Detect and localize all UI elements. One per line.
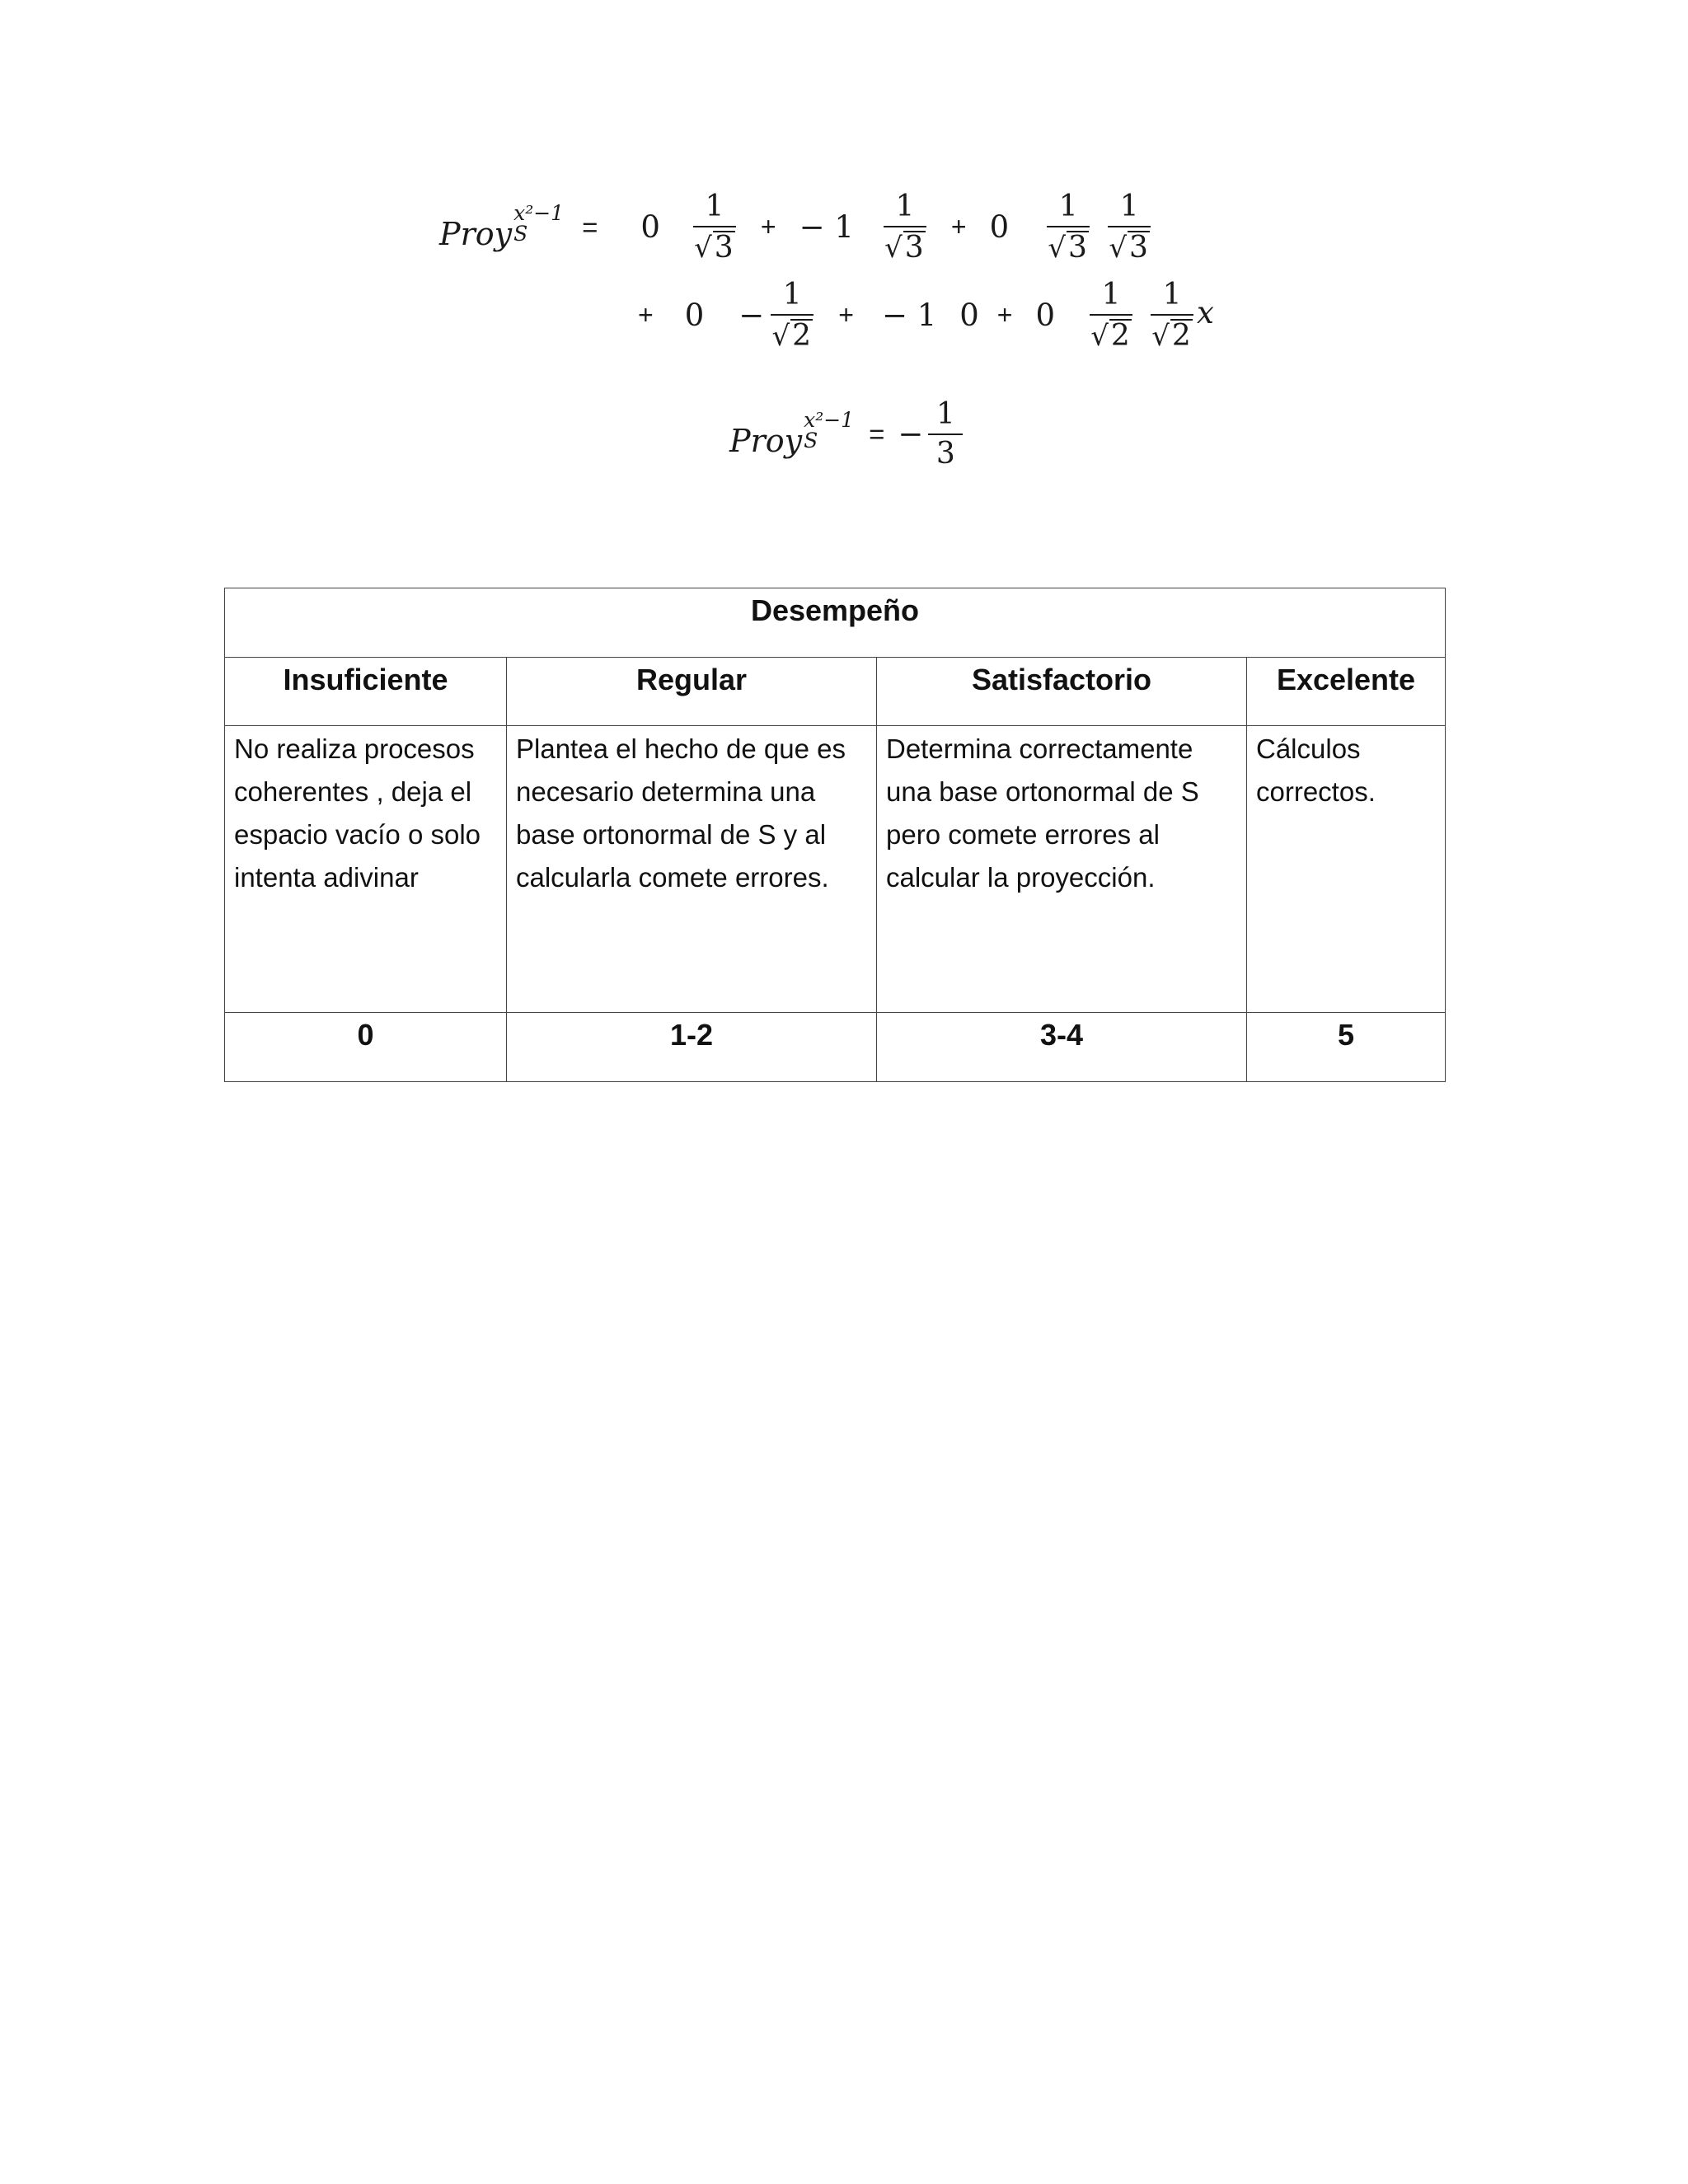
- performance-rubric-table: [224, 588, 1446, 1082]
- radical-sign: √: [771, 319, 790, 353]
- numerator: 1: [1090, 279, 1132, 316]
- numerator: 1: [693, 191, 736, 227]
- coefficient: 0: [989, 209, 1010, 246]
- radical-sign: √: [1109, 231, 1128, 265]
- radical-sign: √: [694, 231, 712, 265]
- fraction: [1047, 191, 1090, 264]
- coefficient: 0: [640, 209, 660, 246]
- plus-sign: +: [950, 212, 967, 242]
- radicand: 3: [714, 230, 734, 265]
- coefficient: − 1: [881, 298, 937, 334]
- table-description-row: [225, 726, 1446, 1013]
- table-score-row: [225, 1013, 1446, 1082]
- value: 0: [959, 298, 979, 334]
- equation-line-2: [638, 279, 1214, 352]
- projection-lhs: [729, 407, 855, 459]
- numerator: 1: [928, 399, 963, 435]
- lhs-base: Proy: [729, 422, 803, 459]
- fraction: [928, 399, 963, 470]
- lhs-superscript: x²−1: [513, 200, 565, 225]
- plus-sign: +: [838, 300, 854, 330]
- description-satisfactorio: Determina correctamente una base ortonormal de S pero comete errores al calcular la proyección.: [877, 726, 1247, 1013]
- radicand: 3: [1068, 230, 1087, 265]
- variable-x: x: [1197, 295, 1214, 331]
- numerator: 1: [1108, 191, 1151, 227]
- projection-lhs: [439, 200, 565, 252]
- fraction: [884, 191, 926, 264]
- radical-sign: √: [884, 231, 903, 265]
- score-excelente: 5: [1247, 1013, 1446, 1082]
- radicand: 3: [1129, 230, 1148, 265]
- plus-sign: +: [760, 212, 776, 242]
- score-insuficiente: 0: [225, 1013, 507, 1082]
- fraction: [1151, 279, 1193, 352]
- minus-sign: −: [898, 416, 924, 452]
- table-header-row: [225, 658, 1446, 726]
- fraction: [1090, 279, 1132, 352]
- radical-sign: √: [1090, 319, 1109, 353]
- header-insuficiente: Insuficiente: [225, 658, 507, 726]
- description-regular: Plantea el hecho de que es necesario determina una base ortonormal de S y al calcularla comete errores.: [507, 726, 877, 1013]
- table-title-row: [225, 588, 1446, 658]
- lhs-subscript: S: [513, 221, 528, 246]
- plus-sign: +: [996, 300, 1013, 330]
- radicand: 2: [792, 318, 812, 353]
- score-regular: 1-2: [507, 1013, 877, 1082]
- coefficient: 0: [684, 298, 705, 334]
- header-excelente: Excelente: [1247, 658, 1446, 726]
- equals-sign: =: [869, 418, 885, 449]
- description-excelente: Cálculos correctos.: [1247, 726, 1446, 1013]
- coefficient: − 1: [799, 209, 854, 246]
- lhs-subscript: S: [804, 428, 818, 452]
- numerator: 1: [884, 191, 926, 227]
- score-satisfactorio: 3-4: [877, 1013, 1247, 1082]
- numerator: 1: [1151, 279, 1193, 316]
- lhs-base: Proy: [439, 215, 513, 252]
- radical-sign: √: [1151, 319, 1170, 353]
- radicand: 2: [1171, 318, 1191, 353]
- header-regular: Regular: [507, 658, 877, 726]
- numerator: 1: [1047, 191, 1090, 227]
- equals-sign: =: [582, 211, 598, 242]
- table-title: Desempeño: [225, 588, 1446, 658]
- equation-line-1: [439, 191, 1151, 264]
- fraction: [1108, 191, 1151, 264]
- coefficient: 0: [1035, 298, 1056, 334]
- lhs-superscript: x²−1: [804, 407, 855, 432]
- description-insuficiente: No realiza procesos coherentes , deja el espacio vacío o solo intenta adivinar: [225, 726, 507, 1013]
- radicand: 2: [1110, 318, 1130, 353]
- fraction: [771, 279, 814, 352]
- fraction: [693, 191, 736, 264]
- radical-sign: √: [1048, 231, 1067, 265]
- radicand: 3: [904, 230, 924, 265]
- denominator: 3: [935, 436, 955, 471]
- header-satisfactorio: Satisfactorio: [877, 658, 1247, 726]
- plus-sign: +: [638, 300, 654, 330]
- minus-sign: −: [738, 298, 765, 334]
- numerator: 1: [771, 279, 814, 316]
- equation-line-3: [729, 399, 963, 470]
